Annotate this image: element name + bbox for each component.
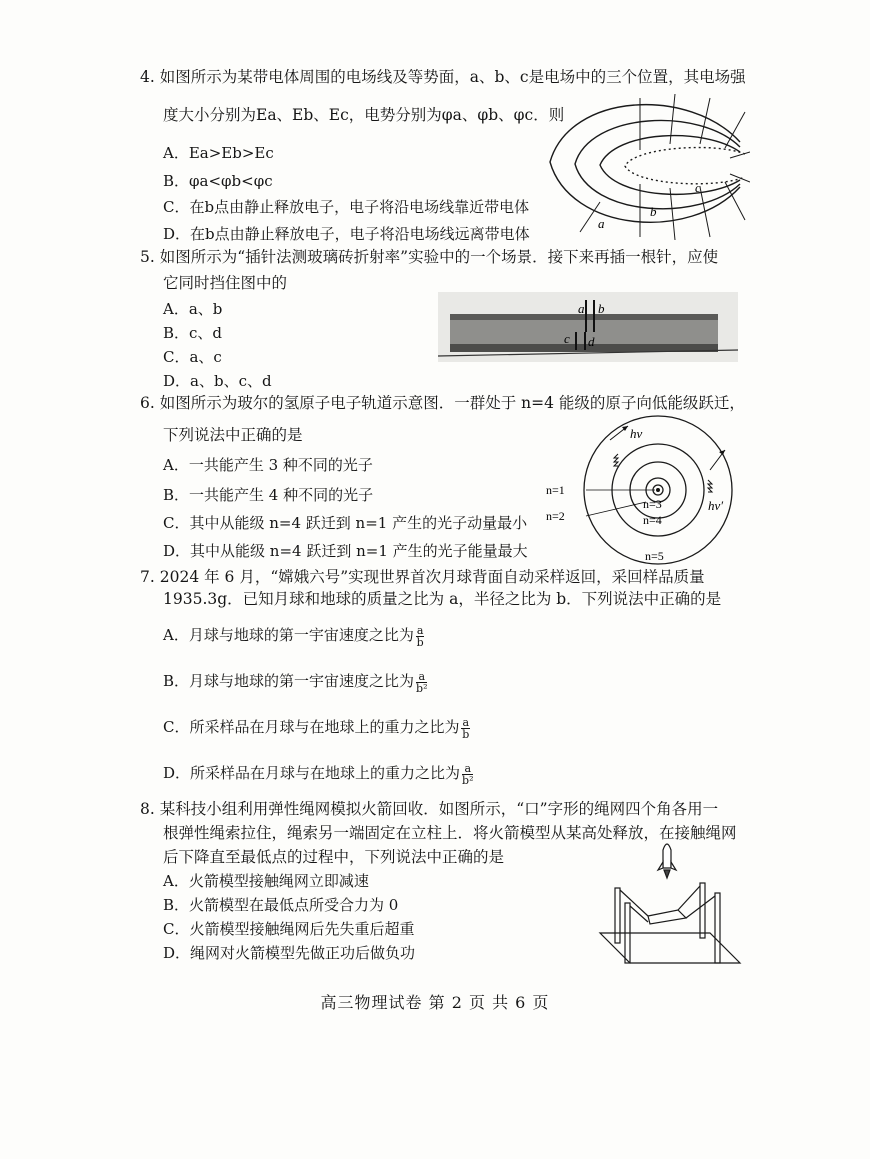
q8-option-a: A．火箭模型接触绳网立即减速	[163, 872, 369, 890]
q6-option-d: D．其中从能级 n=4 跃迁到 n=1 产生的光子能量最大	[163, 542, 528, 560]
label-n3: n=3	[643, 497, 662, 511]
q4-option-c: C．在b点由静止释放电子，电子将沿电场线靠近带电体	[163, 198, 530, 216]
q4-option-d: D．在b点由静止释放电子，电子将沿电场线远离带电体	[163, 225, 530, 243]
q6-option-b: B．一共能产生 4 种不同的光子	[163, 486, 374, 504]
pillar	[615, 888, 620, 943]
q4-stem-line1: 4. 如图所示为某带电体周围的电场线及等势面，a、b、c是电场中的三个位置，其电场强	[140, 68, 746, 86]
label-n4: n=4	[643, 513, 662, 527]
fraction: $\frac{a}{\text{b²}}$	[416, 669, 428, 695]
q7-option-a: A．月球与地球的第一宇宙速度之比为 $\frac{a}{b}$	[163, 623, 424, 649]
q8-stem-line3: 后下降直至最低点的过程中，下列说法中正确的是	[163, 848, 505, 866]
q5-stem-line2: 它同时挡住图中的	[163, 274, 288, 292]
label-n5: n=5	[645, 549, 664, 563]
pillar	[700, 883, 705, 938]
page-footer: 高三物理试卷 第 2 页 共 6 页	[320, 993, 550, 1012]
fraction: $\frac{a}{b}$	[416, 623, 424, 649]
photon-wave-icon	[708, 480, 712, 492]
rocket-net-figure	[590, 838, 750, 968]
label-a: a	[578, 301, 585, 316]
field-line	[580, 202, 600, 232]
q8-option-d: D．绳网对火箭模型先做正功后做负功	[163, 944, 416, 962]
label-b: b	[650, 204, 657, 219]
elastic-rope	[620, 890, 648, 916]
pillar	[715, 893, 720, 963]
ground-plane	[600, 933, 740, 963]
q7-option-c: C．所采样品在月球与在地球上的重力之比为 $\frac{a}{b}$	[163, 715, 470, 741]
rocket-model-icon	[658, 844, 676, 878]
q4-stem-line2: 度大小分别为Ea、Eb、Ec，电势分别为φa、φb、φc．则	[163, 106, 565, 124]
label-b: b	[598, 301, 605, 316]
q6-option-a: A．一共能产生 3 种不同的光子	[163, 456, 373, 474]
label-c: c	[564, 331, 570, 346]
field-line	[670, 94, 675, 144]
equipotential-surface	[600, 136, 740, 195]
field-line	[700, 187, 710, 237]
q8-option-c: C．火箭模型接触绳网后先失重后超重	[163, 920, 415, 938]
label-d: d	[588, 334, 595, 349]
glass-brick-photo	[438, 292, 738, 362]
field-line	[700, 98, 710, 144]
q5-option-c: C．a、c	[163, 348, 222, 366]
label-hv: hν	[630, 426, 643, 441]
label-c: c	[695, 180, 701, 195]
label-a: a	[598, 216, 605, 231]
field-line	[670, 188, 675, 240]
fraction: $\frac{a}{\text{b²}}$	[462, 761, 474, 787]
q5-option-b: B．c、d	[163, 324, 223, 342]
q7-stem-line1: 7. 2024 年 6 月，“嫦娥六号”实现世界首次月球背面自动采样返回，采回样品质量	[140, 568, 705, 586]
q4-option-a: A．Ea>Eb>Ec	[163, 144, 274, 162]
label-n2: n=2	[546, 509, 565, 523]
label-n1: n=1	[546, 483, 565, 497]
q5-option-d: D．a、b、c、d	[163, 372, 272, 390]
q7-option-b: B．月球与地球的第一宇宙速度之比为 $\frac{a}{\text{b²}}$	[163, 669, 428, 695]
charged-body	[625, 148, 745, 184]
rope-net	[648, 910, 686, 924]
photon-wave-icon	[614, 454, 618, 466]
q6-option-c: C．其中从能级 n=4 跃迁到 n=1 产生的光子动量最小	[163, 514, 528, 532]
q5-stem-line1: 5. 如图所示为“插针法测玻璃砖折射率”实验中的一个场景．接下来再插一根针，应使	[140, 248, 719, 266]
q5-option-a: A．a、b	[163, 300, 223, 318]
nucleus	[656, 488, 660, 492]
q8-stem-line2: 根弹性绳索拉住，绳索另一端固定在立柱上．将火箭模型从某高处释放，在接触绳网	[163, 824, 737, 842]
bohr-orbit-figure	[540, 410, 760, 565]
q4-option-b: B．φa<φb<φc	[163, 172, 273, 190]
q6-stem-line1: 6. 如图所示为玻尔的氢原子电子轨道示意图．一群处于 n=4 能级的原子向低能级跃迁，	[140, 394, 745, 412]
q7-option-d: D．所采样品在月球与在地球上的重力之比为 $\frac{a}{\text{b²}}$	[163, 761, 474, 787]
fraction: $\frac{a}{b}$	[462, 715, 470, 741]
equipotential-surface	[550, 105, 740, 223]
electric-field-figure	[540, 92, 750, 242]
q8-stem-line1: 8. 某科技小组利用弹性绳网模拟火箭回收．如图所示，“口”字形的绳网四个角各用一	[140, 800, 719, 818]
q8-option-b: B．火箭模型在最低点所受合力为 0	[163, 896, 399, 914]
label-hv-prime: hν′	[708, 498, 724, 513]
q6-stem-line2: 下列说法中正确的是	[163, 426, 303, 444]
elastic-rope	[678, 886, 700, 910]
q7-stem-line2: 1935.3g．已知月球和地球的质量之比为 a，半径之比为 b．下列说法中正确的是	[163, 590, 722, 608]
